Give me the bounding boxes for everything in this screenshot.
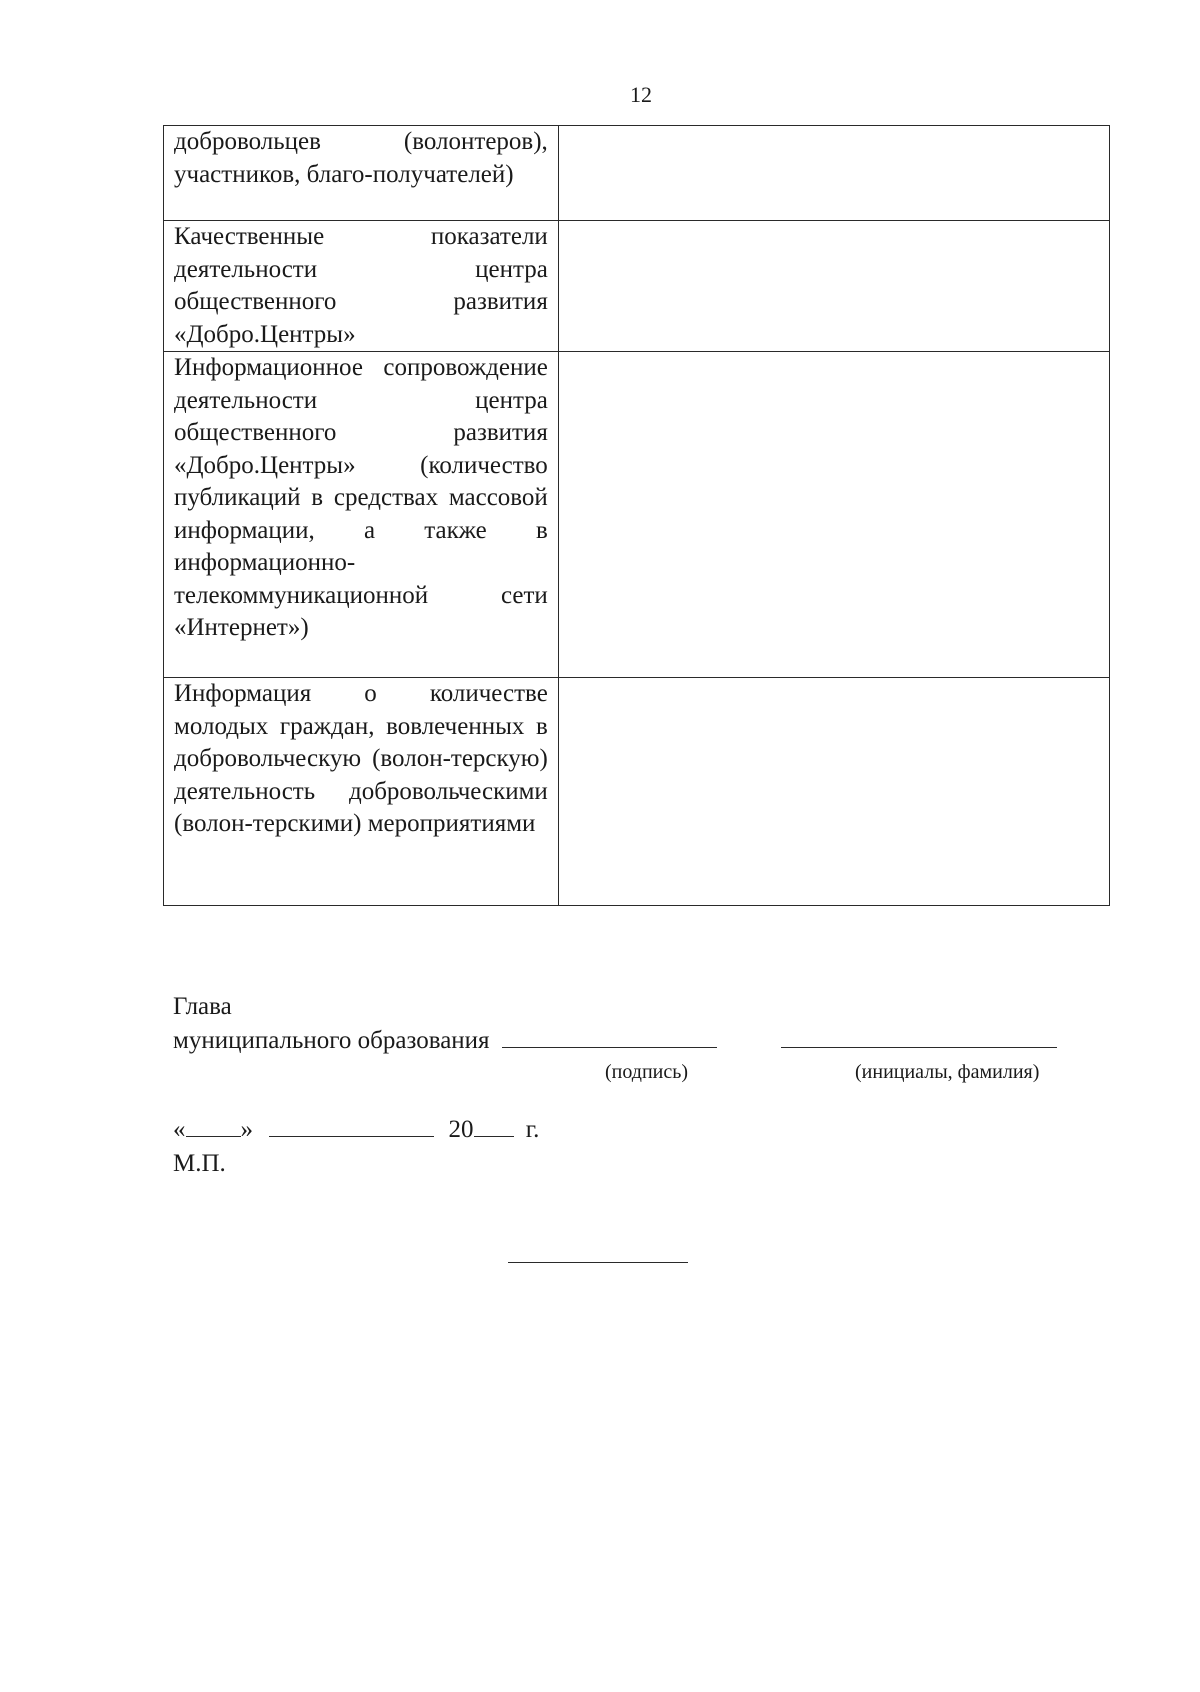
date-year-line[interactable]	[474, 1136, 514, 1137]
date-close-quote: »	[240, 1116, 253, 1143]
end-rule	[508, 1262, 688, 1263]
stamp-label: М.П.	[173, 1150, 226, 1177]
table-row	[164, 221, 1110, 352]
signature-title-line1: Глава	[173, 993, 232, 1020]
date-row	[173, 1113, 539, 1147]
table-row	[164, 126, 1110, 221]
date-month-line[interactable]	[269, 1136, 434, 1137]
row-value	[558, 221, 1109, 352]
table-row	[164, 352, 1110, 678]
row-label: добровольцев (волонтеров), участников, благо-получателей)	[164, 126, 559, 221]
table-row	[164, 678, 1110, 906]
page-number: 12	[630, 82, 652, 107]
row-value	[558, 678, 1109, 906]
report-table	[163, 125, 1110, 906]
row-value	[558, 126, 1109, 221]
signature-line[interactable]	[502, 1047, 717, 1048]
row-value	[558, 352, 1109, 678]
signature-block	[173, 990, 1057, 1058]
date-year-suffix: г.	[525, 1116, 540, 1143]
date-year-prefix: 20	[448, 1116, 474, 1143]
signature-row	[173, 1024, 1057, 1058]
row-label: Информация о количестве молодых граждан, вовлеченных в добровольческую (волон-терскую) деятельность добровольческими (волон-терскими) мероприятиями	[164, 678, 559, 906]
name-caption: (инициалы, фамилия)	[855, 1061, 1040, 1083]
signature-caption: (подпись)	[605, 1061, 689, 1083]
signature-title-line2: муниципального образования	[173, 1027, 490, 1054]
row-label: Информационное сопровождение деятельности центра общественного развития «Добро.Центры» (количество публикаций в средствах массовой информации, а также в информационно-телекоммуникационной сети «Интернет»)	[164, 352, 559, 678]
row-label: Качественные показатели деятельности центра общественного развития «Добро.Центры»	[164, 221, 559, 352]
date-open-quote: «	[173, 1116, 186, 1143]
date-day-line[interactable]	[186, 1136, 241, 1137]
name-line[interactable]	[781, 1047, 1057, 1048]
